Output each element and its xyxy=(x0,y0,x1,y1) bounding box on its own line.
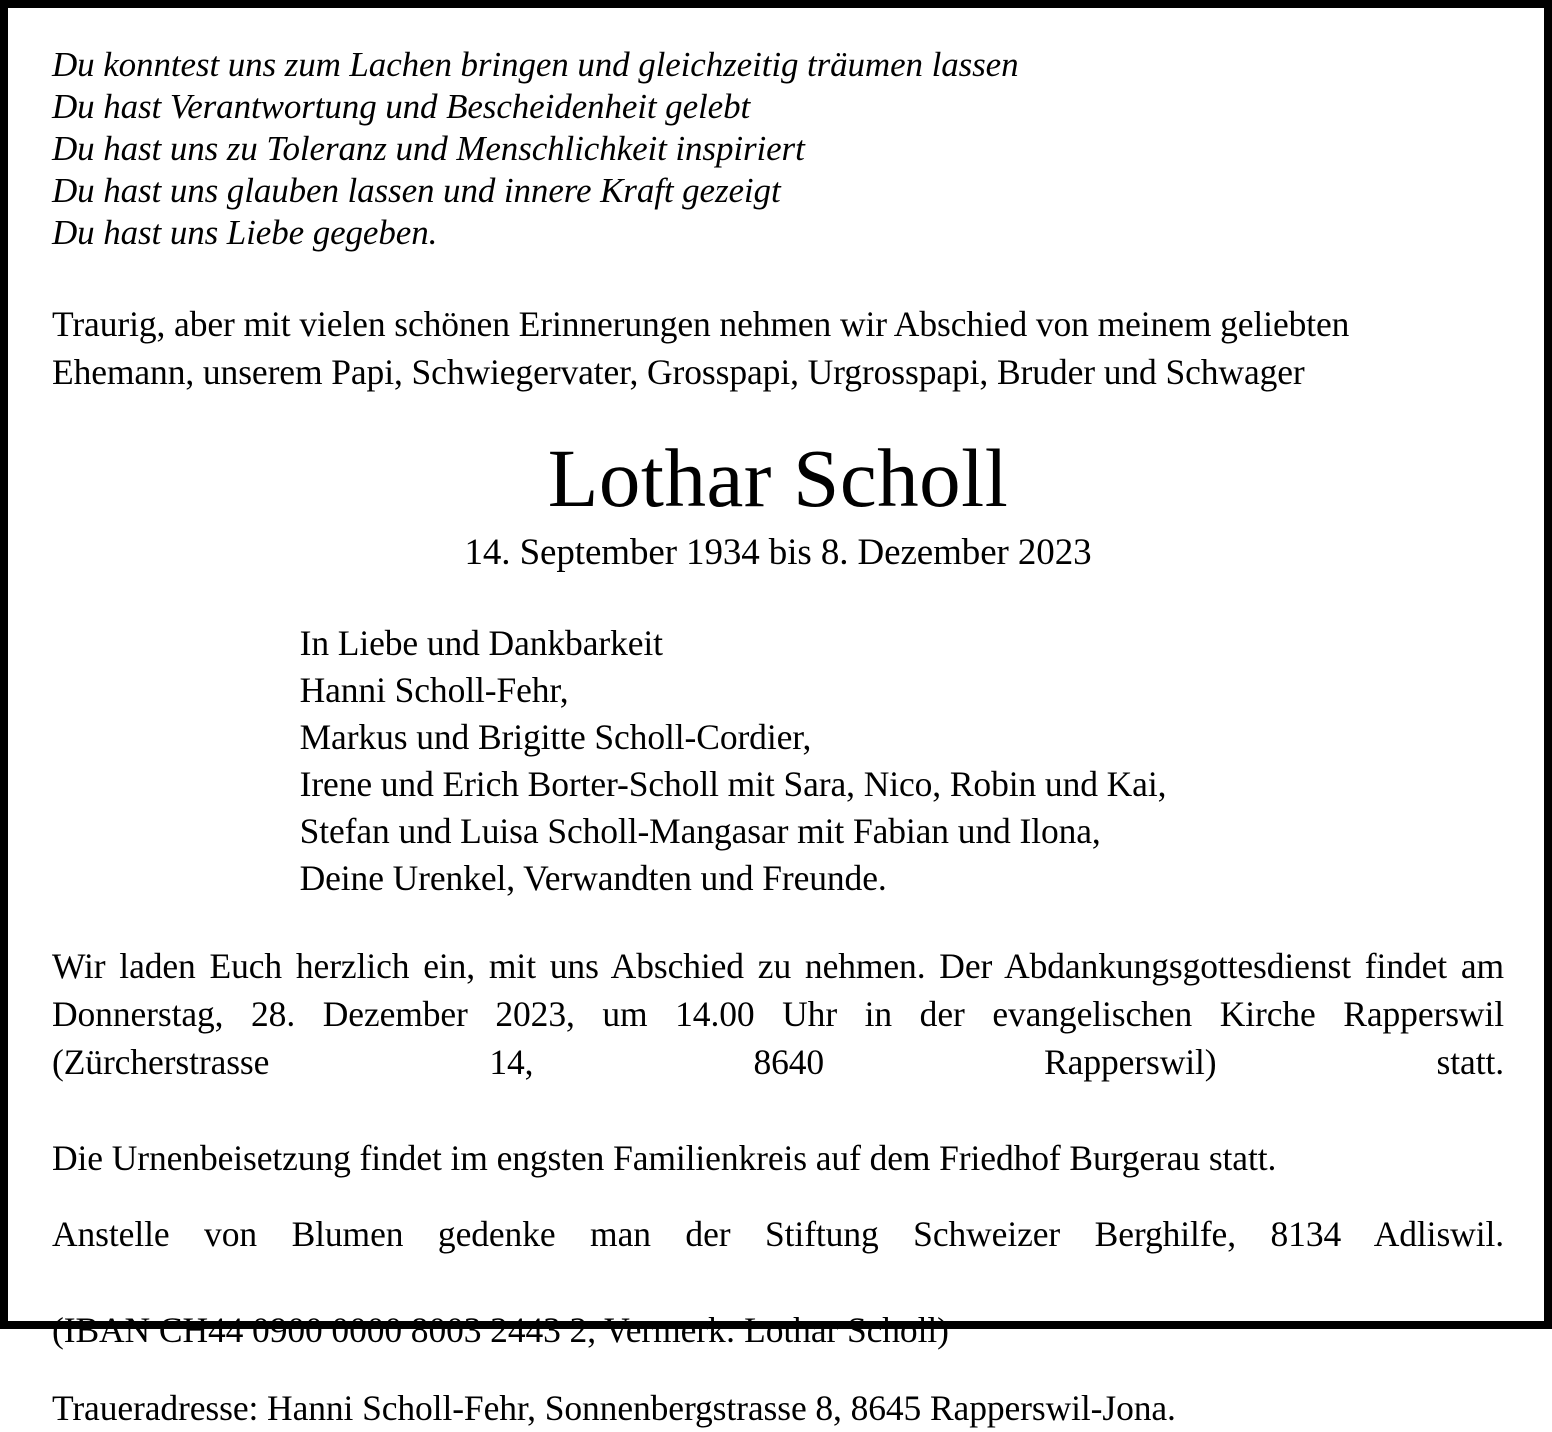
family-list xyxy=(300,620,1257,902)
family-line: Markus und Brigitte Scholl-Cordier, xyxy=(299,717,812,757)
poem-line: Du hast Verantwortung und Bescheidenheit gelebt xyxy=(52,87,751,126)
life-dates: 14. September 1934 bis 8. Dezember 2023 xyxy=(464,532,1092,573)
burial-info xyxy=(52,1134,1504,1182)
intro-line: Traurig, aber mit vielen schönen Erinnerungen nehmen wir Abschied von meinem geliebten xyxy=(52,304,1350,344)
donation-account-text: (IBAN CH44 0900 0000 8003 2443 2, Vermerk: Lothar Scholl) xyxy=(52,1310,949,1350)
poem-line: Du hast uns zu Toleranz und Menschlichkeit inspiriert xyxy=(52,129,805,168)
donation-info xyxy=(52,1210,1504,1306)
family-line: Deine Urenkel, Verwandten und Freunde. xyxy=(299,858,887,898)
donation-text: Anstelle von Blumen gedenke man der Stiftung Schweizer Berghilfe, 8134 Adliswil. xyxy=(52,1214,1504,1254)
deceased-block xyxy=(52,434,1504,576)
service-invitation xyxy=(52,942,1504,1134)
obituary-content xyxy=(8,8,1544,1428)
family-line: Hanni Scholl-Fehr, xyxy=(299,670,569,710)
poem-line: Du hast uns glauben lassen und innere Kraft gezeigt xyxy=(52,171,781,210)
family-block xyxy=(52,620,1504,902)
memorial-poem xyxy=(52,44,1504,254)
family-line: Stefan und Luisa Scholl-Mangasar mit Fabian und Ilona, xyxy=(299,811,1101,851)
intro-line: Ehemann, unserem Papi, Schwiegervater, Grosspapi, Urgrosspapi, Bruder und Schwager xyxy=(52,352,1305,392)
family-line: Irene und Erich Borter-Scholl mit Sara, Nico, Robin und Kai, xyxy=(299,764,1167,804)
donation-account xyxy=(52,1306,1504,1354)
deceased-name: Lothar Scholl xyxy=(547,432,1009,524)
announcement-intro xyxy=(52,300,1504,396)
mourning-address: Traueradresse: Hanni Scholl-Fehr, Sonnenbergstrasse 8, 8645 Rapperswil-Jona. xyxy=(52,1388,1176,1428)
burial-info-text: Die Urnenbeisetzung findet im engsten Familienkreis auf dem Friedhof Burgerau statt. xyxy=(52,1138,1277,1178)
poem-line: Du hast uns Liebe gegeben. xyxy=(52,213,438,252)
poem-line: Du konntest uns zum Lachen bringen und gleichzeitig träumen lassen xyxy=(52,45,1019,84)
family-line: In Liebe und Dankbarkeit xyxy=(299,623,663,663)
service-invitation-text: Wir laden Euch herzlich ein, mit uns Abschied zu nehmen. Der Abdankungsgottesdienst findet am Donnerstag, 28. Dezember 2023, um 14.00 Uhr in der evangelischen Kirche Rapperswil (Zürcherstrasse 14, 8640 Rapperswil) statt. xyxy=(52,946,1504,1082)
